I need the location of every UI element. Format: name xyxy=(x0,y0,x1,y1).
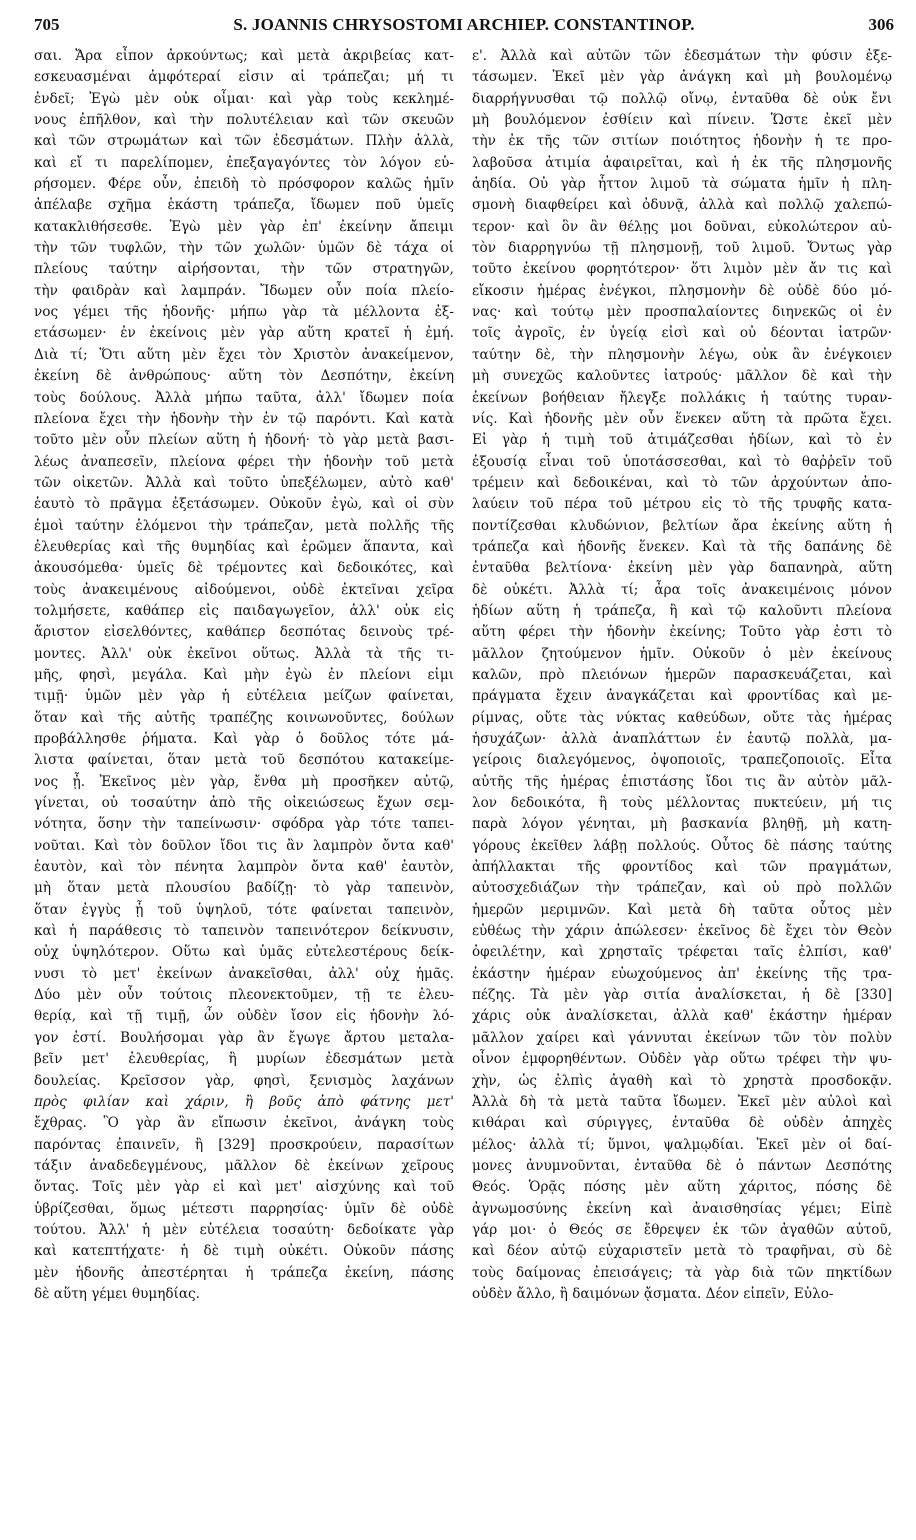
text-line: ἄριστον εἰσελθόντες, καθάπερ δεσπότας δεινοὺς τρέ- xyxy=(34,624,454,641)
text-line: ὄντας. Τοῖς μὲν γὰρ εἰ καὶ μετ' αἰσχύνης καὶ τοῦ xyxy=(34,1179,454,1196)
text-line: νας· καὶ τούτῳ μὲν προσπαλαίοντες διηνεκῶς οἱ ἐν xyxy=(472,304,892,321)
text-line: ἀπέλαβε σχῆμα ἑκάστη τράπεζα, ἴδωμεν ποῦ ὑμεῖς xyxy=(34,197,454,214)
text-line: ἐνταῦθα βελτίονα· ἐκείνη μὲν γὰρ δαπανηρὰ, αὕτη xyxy=(472,560,892,577)
text-line: ὅταν ἐγγὺς ᾖ τοῦ ὑψηλοῦ, τότε φαίνεται ταπεινὸν, xyxy=(34,901,454,918)
text-line: μᾶλλον χαίρει καὶ γάννυται ἐκείνων τῶν τὸν πολὺν xyxy=(472,1029,892,1046)
text-line: τάσωμεν. Ἐκεῖ μὲν γὰρ ἀνάγκη καὶ μὴ βουλομένῳ xyxy=(472,69,892,86)
text-line: καὶ ἡ παράθεσις τὸ ταπεινὸν ταπεινότερον δείκνυσιν, xyxy=(34,923,454,940)
text-line: εἴκοσιν ἡμέρας ἐνέγκοι, πλησμονὴν δὲ οὐδὲ δύο μό- xyxy=(472,282,892,299)
text-line: εσκευασμέναι ἀμφότεραί εἰσιν αἱ τράπεζαι; μή τι xyxy=(34,69,454,86)
text-line: ὅταν καὶ τῆς αὐτῆς τραπέζης κοινωνοῦντες, δούλων xyxy=(34,709,454,726)
text-line: σμονὴ διαφθείρει καὶ ὀδυνᾷ, ἀλλὰ καὶ πολλῷ χαλεπώ- xyxy=(472,197,892,214)
text-line: τράπεζα καὶ ἡδονῆς ἕνεκεν. Καὶ τὰ τῆς δαπάνης δὲ xyxy=(472,538,892,555)
text-line: μῆς, φησὶ, μεγάλα. Καὶ μὴν ἐγὼ ἐν πλείονι εἰμι xyxy=(34,666,454,683)
text-line: τῶν οἰκετῶν. Ἀλλὰ καὶ τοῦτο ὑπεξέλωμεν, αὐτὸ καθ' xyxy=(34,474,454,491)
text-line: καὶ κατεπτήχατε· ἡ δὲ τιμὴ οὐκέτι. Οὐκοῦν πάσης xyxy=(34,1243,454,1260)
text-line: οἶνον ἐμφορηθέντων. Οὐδὲν γὰρ οὕτω τρέφει τὴν ψυ- xyxy=(472,1051,892,1068)
text-line: καὶ εἴ τι παρελίπομεν, ἐπεξαγαγόντες τὸν λόγον εὑ- xyxy=(34,154,454,171)
text-line: ἐκείνων βοήθειαν ἤλεγξε πολλάκις ἡ ταύτης τυραν- xyxy=(472,389,892,406)
text-line: κατακλιθήσεσθε. Ἐγὼ μὲν γὰρ ἐπ' ἐκείνην ἄπειμι xyxy=(34,218,454,235)
text-line: αὐτοσχεδιάζων τὴν τράπεζαν, καὶ οὐ πρὸ πολλῶν xyxy=(472,880,892,897)
text-line: ἡδίων αὕτη ἡ τράπεζα, ἢ καὶ τῷ καλοῦντι πλείονα xyxy=(472,602,892,619)
text-line: ἐξουσίᾳ εἶναι τοῦ ὑποτάσσεσθαι, καὶ τὸ θαῤῥεῖν τοῦ xyxy=(472,453,892,470)
text-line: τοῖς ἀγροῖς, ἐν ὑγείᾳ εἰσὶ καὶ οὐ δέονται ἰατρῶν· xyxy=(472,325,892,342)
text-line: τὴν φαιδρὰν καὶ λαμπράν. Ἴδωμεν οὖν ποία πλείο- xyxy=(34,282,454,299)
text-line: ἡμερῶν μεριμνῶν. Καὶ μετὰ δὴ ταῦτα οὗτος μὲν xyxy=(472,901,892,918)
text-line: τοὺς δούλους. Ἀλλὰ μήπω ταῦτα, ἀλλ' ἴδωμεν ποία xyxy=(34,389,454,406)
text-line: Εἰ γὰρ ἡ τιμὴ τοῦ ἀτιμάζεσθαι ἡδίων, καὶ τὸ ἐν xyxy=(472,432,892,449)
text-line: ὑβρίζεσθαι, ὅμως μέτεστι παρρησίας· ὑμῖν δὲ οὐδὲ xyxy=(34,1200,454,1217)
text-line: λον δεδοικότα, ἢ τοὺς μέλλοντας πυκτεύειν, μή τις xyxy=(472,795,892,812)
text-line: μέλος· ἀλλὰ τί; ὕμνοι, ψαλμῳδίαι. Ἐκεῖ μὲν οἱ δαί- xyxy=(472,1136,892,1153)
text-line: οὐχ ὑψηλότερον. Οὕτω καὶ ὑμᾶς εὐτελεστέρους δείκ- xyxy=(34,944,454,961)
text-line: τὴν ἐκ τῆς τῶν σιτίων ποιότητος ἡδονὴν ἡ τε προ- xyxy=(472,133,892,150)
text-line: βεῖν μετ' ἐλευθερίας, ἢ μυρίων ἐδεσμάτων μετὰ xyxy=(34,1051,454,1068)
text-line: καὶ τῶν στρωμάτων καὶ τῶν ἐδεσμάτων. Πλὴν ἀλλὰ, xyxy=(34,133,454,150)
text-line: ἀκουσόμεθα· ὑμεῖς δὲ τρέμοντες καὶ δεδοικότες, καὶ xyxy=(34,560,454,577)
text-line: ε'. Ἀλλὰ καὶ αὐτῶν τῶν ἐδεσμάτων τὴν φύσιν ἐξε- xyxy=(472,48,892,64)
text-line: αὕτη φέρει τὴν ἡδονὴν ἐκείνης; Τοῦτο γὰρ ἐστι τὸ xyxy=(472,624,892,641)
text-line: καλῶν, πρὸ πλειόνων ἡμερῶν παρασκευάζεται, καὶ xyxy=(472,666,892,683)
text-line: δὲ αὕτη γέμει θυμηδίας. xyxy=(34,1285,200,1302)
text-line: ἀγνωμοσύνης ἐκείνη καὶ ἀναισθησίας γέμει; Εἰπὲ xyxy=(472,1200,892,1217)
page-number-left: 705 xyxy=(34,15,60,34)
text-line: ὀφειλέτην, καὶ χρησταῖς τρέφεται ταῖς ἐλπίσι, καθ' xyxy=(472,944,892,961)
text-line: λαβοῦσα ἀτιμία ἀφαιρεῖται, καὶ ἡ ἐκ τῆς πλησμονῆς xyxy=(472,154,892,171)
text-line: χὴν, ὡς ἐλπὶς ἀγαθὴ καὶ τὸ χρηστὰ προσδοκᾷν. xyxy=(472,1072,892,1089)
text-line: τοῦτο ἐκείνου φορητότερον· ὅτι λιμὸν μὲν ἄν τις καὶ xyxy=(472,261,892,278)
text-line: πράγματα ἔχειν ἀναγκάζεται καὶ φροντίδας καὶ με- xyxy=(472,688,892,705)
page-number-right: 306 xyxy=(868,15,894,34)
text-line: παρὰ λόγον γένηται, μὴ βασκανία βληθῇ, μὴ κατη- xyxy=(472,816,892,833)
running-title: S. JOANNIS CHRYSOSTOMI ARCHIEP. CONSTANTINOP. xyxy=(233,15,695,34)
left-text-column xyxy=(34,46,454,1526)
text-line: νυσι τὸ μετ' ἐκείνων ἀνακεῖσθαι, ἀλλ' οὐχ ἡμᾶς. xyxy=(34,965,454,982)
text-line: νος ᾖ. Ἐκεῖνος μὲν γὰρ, ἔνθα μὴ προσῆκεν αὐτῷ, xyxy=(34,773,454,790)
text-line: δουλείας. Κρεῖσσον γὰρ, φησὶ, ξενισμὸς λαχάνων xyxy=(34,1072,454,1089)
text-line: σαι. Ἄρα εἶπον ἀρκούντως; καὶ μετὰ ἀκριβείας κατ- xyxy=(34,48,454,64)
text-line: τούτου. Ἀλλ' ἡ μὲν εὐτέλεια τοσαύτη· δεδοίκατε γὰρ xyxy=(34,1221,454,1238)
text-line: ἀπήλλακται τῆς φροντίδος καὶ τῶν πραγμάτων, xyxy=(472,859,892,876)
text-line: ρήσομεν. Φέρε οὖν, ἐπειδὴ τὸ πρόσφορον καλῶς ἡμῖν xyxy=(34,176,454,193)
text-line: νος γέμει τῆς ἡδονῆς· μήπω γὰρ τὰ μέλλοντα ἐξ- xyxy=(34,304,454,321)
text-line: γίνεται, οὐ τοσαύτην ἀπὸ τῆς οἰκειώσεως ἔχων σεμ- xyxy=(34,795,454,812)
running-header xyxy=(34,12,894,38)
text-line: τερον· καὶ ὃν ἂν θέλῃς μοι δοῦναι, εὐκολώτερον αὐ- xyxy=(472,218,892,235)
text-line: εὐθέως τὴν χάριν ἀπώλεσεν· ἐκεῖνος δὲ ἔχει τὸν Θεὸν xyxy=(472,923,892,940)
text-line: μονες ἀνυμνοῦνται, ἐνταῦθα δὲ ὁ πάντων Δεσπότης xyxy=(472,1157,892,1174)
text-line: νοῦται. Καὶ τὸν δοῦλον ἴδοι τις ἂν λαμπρὸν ὄντα καθ' xyxy=(34,837,454,854)
text-line: πέζης. Τὰ μὲν γὰρ σιτία ἀναλίσκεται, ἡ δὲ [330] xyxy=(472,987,892,1004)
text-line: ἐλευθερίας καὶ τῆς θυμηδίας καὶ ἐρῶμεν ἅπαντα, καὶ xyxy=(34,538,454,555)
text-line: ποντίζεσθαι κλυδώνιον, βελτίων ἄρα ἐκείνης αὕτη ἡ xyxy=(472,517,892,534)
text-line: λαύειν τοῦ πέρα τοῦ μέτρου εἰς τὸ τῆς τρυφῆς κατα- xyxy=(472,496,892,513)
text-line: τοὺς ἀνακειμένους αἰδούμενοι, οὐδὲ ἐκτεῖναι χεῖρα xyxy=(34,581,454,598)
text-line: χάρις οὐκ ἀναλίσκεται, ἀλλὰ καθ' ἑκάστην ἡμέραν xyxy=(472,1008,892,1025)
text-line: πλείονα ἔχει τὴν ἡδονὴν τὴν ἐν τῷ παρόντι. Καὶ κατὰ xyxy=(34,410,454,427)
text-line: νότητα, ὅσην τὴν ταπείνωσιν· σφόδρα γὰρ τότε ταπει- xyxy=(34,816,454,833)
text-line: κιθάραι καὶ σύριγγες, ἐνταῦθα δὲ οὐδὲν ἀπηχὲς xyxy=(472,1115,892,1132)
text-line: ἔχθρας. Ὃ γὰρ ἂν εἴπωσιν ἐκεῖνοι, ἀνάγκη τοὺς xyxy=(34,1115,454,1132)
text-line: μοντες. Ἀλλ' οὐκ ἐκεῖνοι οὕτως. Ἀλλὰ τὰ τῆς τι- xyxy=(34,645,454,662)
text-line: ἡσυχάζων· ἀλλὰ ἀναπλάττων ἐν ἑαυτῷ πολλὰ, μα- xyxy=(472,731,892,747)
text-line: λέως ἀναπεσεῖν, πλείονα φέρει τὴν ἡδονὴν τοῦ μετὰ xyxy=(34,453,454,470)
text-line: Ἀλλὰ δὴ τὰ μετὰ ταῦτα ἴδωμεν. Ἐκεῖ μὲν αὐλοὶ καὶ xyxy=(472,1093,892,1110)
text-line: τοὺς δαίμονας ἐπεισάγεις; τὰ γὰρ διὰ τῶν πηκτίδων xyxy=(472,1264,892,1281)
text-line: πλείους ταύτην αἱρήσονται, τὴν τῶν στρατηγῶν, xyxy=(34,261,454,278)
text-line: ἐνδεῖ; Ἐγὼ μὲν οὐκ οἶμαι· καὶ γὰρ τοὺς κεκλημέ- xyxy=(34,90,454,107)
text-line: ταύτην δὲ, τὴν πλησμονὴν λέγω, οὐκ ἂν ἐνέγκοιεν xyxy=(472,346,892,363)
text-line: μὴ συνεχῶς καλοῦντες ἰατρούς· μᾶλλον δὲ καὶ τὴν xyxy=(472,368,892,385)
text-line: ἑκάστην ἡμέραν εὐωχούμενος ἀπ' ἐκείνης τῆς τρα- xyxy=(472,965,892,982)
text-line: λιστα φαίνεται, ὅταν μετὰ τοῦ δεσπότου κατακείμε- xyxy=(34,752,454,769)
text-line: ἐμοὶ ταύτην ἑλόμενοι τὴν τράπεζαν, μετὰ πολλῆς τῆς xyxy=(34,517,454,534)
text-line: νίς. Καὶ ἡδονῆς μὲν οὖν ἕνεκεν αὕτη τὰ πρῶτα ἔχει. xyxy=(472,410,892,427)
text-line: τρέμειν καὶ δεδοικέναι, καὶ τὸ τῶν ἀρχούντων ἀπο- xyxy=(472,474,892,491)
text-line: γάρ μοι· ὁ Θεός σε ἔθρεψεν ἐκ τῶν ἀγαθῶν αὐτοῦ, xyxy=(472,1221,892,1238)
text-line: Δύο μὲν οὖν τούτοις πλεονεκτοῦμεν, τῇ τε ἐλευ- xyxy=(34,987,454,1004)
text-line: νους ἐπῆλθον, καὶ τὴν πολυτέλειαν καὶ τῶν σκευῶν xyxy=(34,112,454,129)
text-line: γον ἐστί. Βουλήσομαι γὰρ ἂν ἔγωγε ἄρτου μεταλα- xyxy=(34,1029,454,1046)
text-line: πρὸς φιλίαν καὶ χάριν, ἢ βοῦς ἀπὸ φάτνης μετ' xyxy=(34,1093,454,1110)
text-line: ἀηδία. Οὐ γὰρ ἧττον λιμοῦ τὰ σώματα ἡμῖν ἡ πλη- xyxy=(472,176,892,193)
text-line: τὸν διαρρηγνύω τῇ πλησμονῇ, τοῦ λιμοῦ. Ὄντως γὰρ xyxy=(472,240,892,257)
text-line: ετάσωμεν· ἐν ἐκείνοις μὲν γὰρ αὕτη κρατεῖ ἡ ἐμή. xyxy=(34,325,454,342)
text-line: τιμῇ· ὑμῶν μὲν γὰρ ἡ εὐτέλεια μείζων φαίνεται, xyxy=(34,688,454,705)
text-line: καὶ δέον αὐτῷ εὐχαριστεῖν μετὰ τὸ τραφῆναι, σὺ δὲ xyxy=(472,1243,892,1260)
text-line: Θεός. Ὁρᾷς πόσης μὲν αὕτη χάριτος, πόσης δὲ xyxy=(472,1179,892,1196)
text-line: Διὰ τί; Ὅτι αὕτη μὲν ἔχει τὸν Χριστὸν ἀνακείμενον, xyxy=(34,346,454,363)
text-line: ἑαυτὸν, καὶ τὸν πένητα λαμπρὸν ὄντα καθ' ἑαυτὸν, xyxy=(34,859,454,876)
text-line: ἑαυτὸ τὸ πρᾶγμα ἐξετάσωμεν. Οὐκοῦν ἐγὼ, καὶ οἱ σὺν xyxy=(34,496,454,513)
text-line: τοῦτο μὲν οὖν πλείων αὕτη ἡ ἡδονή· τὸ γὰρ μετὰ βασι- xyxy=(34,432,454,449)
text-line: διαρρήγνυσθαι τῷ πολλῷ οἴνῳ, ἐνταῦθα δὲ οὐκ ἔνι xyxy=(472,90,892,107)
text-line: παρόντας ἐπαινεῖν, ἢ [329] προσκρούειν, παρασίτων xyxy=(34,1136,454,1153)
text-line: γόρους ἐκεῖθεν λάβῃ πολλούς. Οὗτος δὲ πάσης ταύτης xyxy=(472,837,892,854)
right-text-column xyxy=(472,46,892,1526)
text-line: μᾶλλον ζητούμενον ἡμῖν. Οὐκοῦν ὁ μὲν ἐκείνους xyxy=(472,645,892,662)
text-line: τὴν τῶν τυφλῶν, τὴν τῶν χωλῶν· ὑμῶν δὲ τάχα οἱ xyxy=(34,240,454,257)
text-line: οὐδὲν ἄλλο, ἢ δαιμόνων ᾄσματα. Δέον εἰπεῖν, Εὐλο- xyxy=(472,1285,834,1302)
text-line: μὴ ὅταν μετὰ πλουσίου βαδίζῃ· τὸ γὰρ ταπεινὸν, xyxy=(34,880,454,897)
text-line: μὲν ἡδονῆς ἀπεστέρηται ἡ τράπεζα ἐκείνη, πάσης xyxy=(34,1264,454,1281)
text-line: θερίᾳ, καὶ τῇ τιμῇ, ὧν οὐδὲν ἴσον εἰς ἡδονὴν λό- xyxy=(34,1008,454,1025)
text-line: ἐκείνη δὲ ἀνθρώπους· αὕτη τὸν Δεσπότην, ἐκείνη xyxy=(34,368,454,385)
text-line: μὴ βουλόμενον ἐσθίειν καὶ πίνειν. Ὥστε ἐκεῖ μὲν xyxy=(472,112,892,129)
text-line: τάξιν ἀναδεδεγμένους, μᾶλλον δὲ ἐκείνων χεῖρους xyxy=(34,1157,454,1174)
text-line: δὲ οὐκέτι. Ἀλλὰ τί; ἆρα τοῖς ἀνακειμένοις μόνον xyxy=(472,581,892,598)
text-line: τολμήσετε, καθάπερ εἰς παιδαγωγεῖον, ἀλλ' οὐκ εἰς xyxy=(34,602,454,619)
text-line: προβάλλησθε ῥήματα. Καὶ γὰρ ὁ δοῦλος τότε μά- xyxy=(34,731,454,747)
text-line: ρίμνας, οὔτε τὰς νύκτας καθεύδων, οὔτε τὰς ἡμέρας xyxy=(472,709,892,726)
text-line: αὐτῆς τῆς ἡμέρας ἐπιστάσης ἴδοι τις ἂν αὐτὸν μᾶλ- xyxy=(472,773,892,790)
text-line: γείροις διαλεγόμενος, ὀψοποιοῖς, τραπεζοποιοῖς. Εἶτα xyxy=(472,752,892,769)
